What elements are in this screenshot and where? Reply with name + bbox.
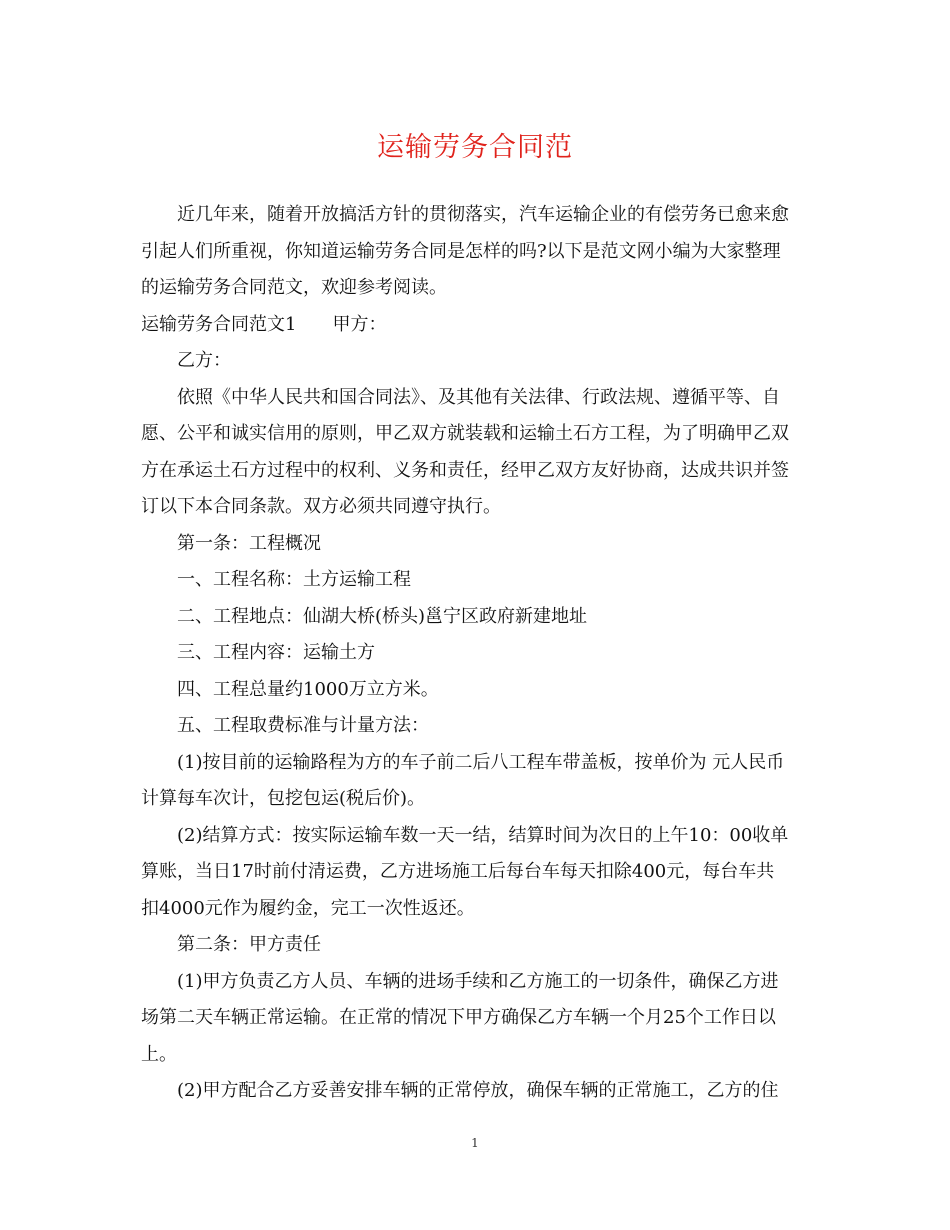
text-line: 一、工程名称：土方运输工程 [177,569,411,590]
party-a-label: 甲方： [332,313,387,335]
text-line-combined [141,307,811,344]
text-line: 引起人们所重视，你知道运输劳务合同是怎样的吗?以下是范文网小编为大家整理 [141,240,781,262]
document-body [141,197,811,1110]
document-title: 运输劳务合同范 [377,132,573,163]
text-line: 上。 [141,1043,177,1065]
text-line: 的运输劳务合同范文，欢迎参考阅读。 [141,277,447,298]
text-line: 二、工程地点：仙湖大桥(桥头)邕宁区政府新建地址 [177,605,588,627]
text-line: (2)甲方配合乙方妥善安排车辆的正常停放，确保车辆的正常施工，乙方的住 [177,1080,779,1101]
text-line: (1)甲方负责乙方人员、车辆的进场手续和乙方施工的一切条件，确保乙方进 [177,970,779,992]
text-line: 订以下本合同条款。双方必须共同遵守执行。 [141,496,501,517]
text-line: 愿、公平和诚实信用的原则，甲乙双方就装载和运输土石方工程，为了明确甲乙双 [141,423,789,444]
page-number: 1 [471,1136,479,1150]
text-line: 算账，当日17时前付清运费，乙方进场施工后每台车每天扣除400元，每台车共 [141,861,775,882]
text-line: 场第二天车辆正常运输。在正常的情况下甲方确保乙方车辆一个月25个工作日以 [141,1007,776,1028]
text-line: 方在承运土石方过程中的权利、义务和责任，经甲乙双方友好协商，达成共识并签 [141,459,789,481]
party-b-label: 乙方： [177,350,231,371]
text-line: (1)按目前的运输路程为方的车子前二后八工程车带盖板，按单价为 元人民币 [177,751,785,773]
section-heading: 运输劳务合同范文1 [141,313,297,335]
text-line: 依照《中华人民共和国合同法》、及其他有关法律、行政法规、遵循平等、自 [177,386,780,408]
text-line: 五、工程取费标准与计量方法： [177,715,429,736]
text-line: 近几年来，随着开放搞活方针的贯彻落实，汽车运输企业的有偿劳务已愈来愈 [177,204,789,225]
article-heading: 第一条：工程概况 [177,532,321,554]
article-heading: 第二条：甲方责任 [177,934,321,955]
text-line: 四、工程总量约1000万立方米。 [177,678,439,700]
text-line: (2)结算方式：按实际运输车数一天一结，结算时间为次日的上午10：00收单 [177,824,789,846]
text-line: 计算每车次计，包挖包运(税后价)。 [141,788,426,809]
text-line: 三、工程内容：运输土方 [177,642,375,663]
text-line: 扣4000元作为履约金，完工一次性返还。 [141,897,475,919]
